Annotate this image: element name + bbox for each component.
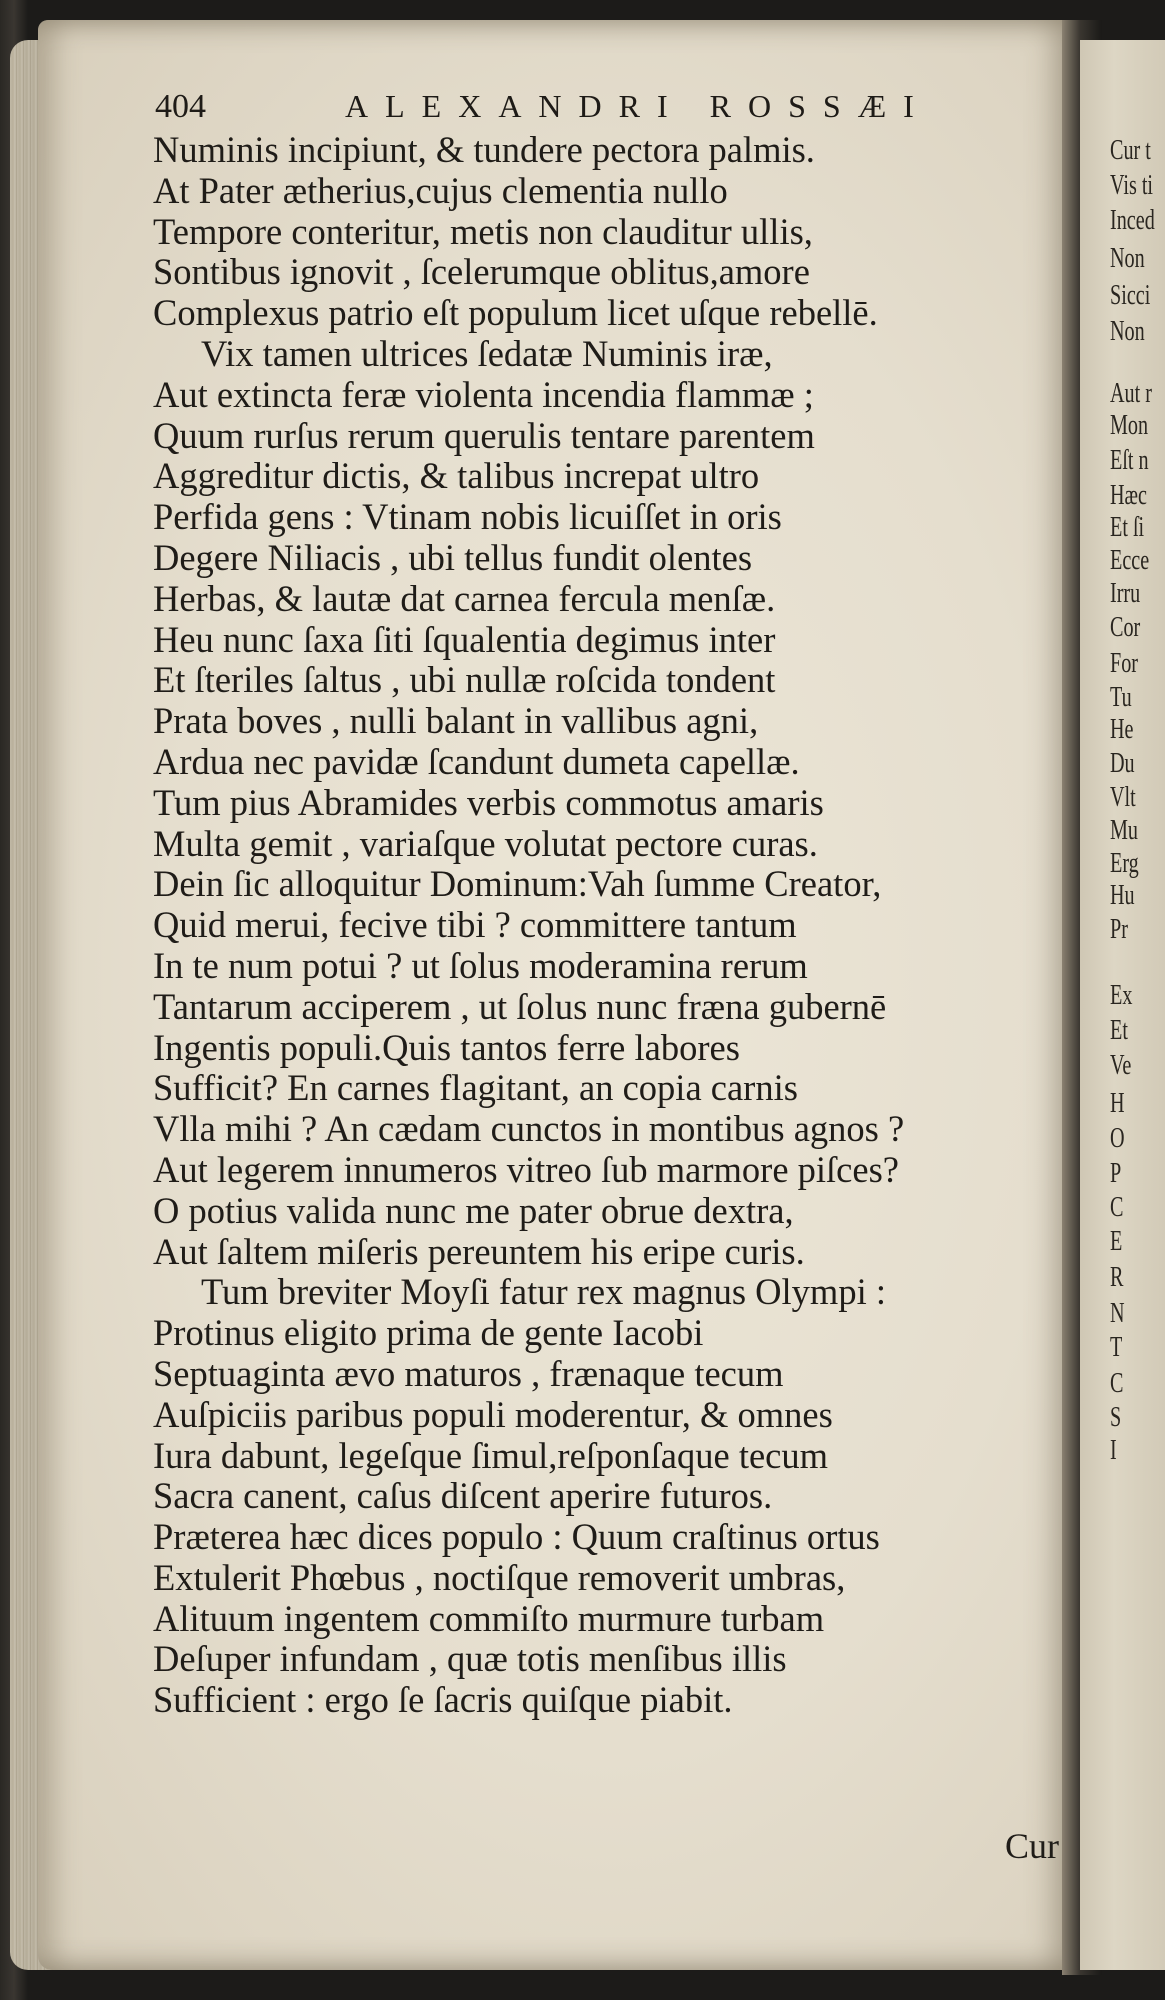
text-line: Sacra canent, caſus diſcent aperire futuros. bbox=[153, 1475, 773, 1517]
facing-page-line: E bbox=[1110, 1226, 1123, 1257]
facing-page-line: Vlt bbox=[1110, 782, 1136, 813]
text-line: At Pater ætherius,cujus clementia nullo bbox=[153, 169, 728, 211]
text-line: Alituum ingentem commiſto murmure turbam bbox=[153, 1597, 825, 1639]
text-line: Extulerit Phœbus , noctiſque removerit umbras, bbox=[153, 1556, 846, 1598]
facing-page-line: Et bbox=[1110, 1015, 1128, 1046]
running-title: ALEXANDRI ROSSÆI bbox=[345, 88, 931, 124]
text-line: Aut extincta feræ violenta incendia flammæ ; bbox=[153, 373, 814, 415]
facing-page-line: Hu bbox=[1110, 880, 1135, 911]
text-line: Tempore conteritur, metis non clauditur ullis, bbox=[153, 210, 813, 252]
facing-page-line: Non bbox=[1110, 243, 1145, 274]
facing-page-line: Inced bbox=[1110, 205, 1155, 236]
facing-page-line: S bbox=[1110, 1402, 1122, 1433]
text-line: Degere Niliacis , ubi tellus fundit olentes bbox=[153, 536, 753, 578]
facing-page-line: Sicci bbox=[1110, 280, 1151, 311]
facing-page-line: For bbox=[1110, 648, 1139, 679]
text-line: Multa gemit , variaſque volutat pectore curas. bbox=[153, 822, 818, 864]
text-line: Iura dabunt, legeſque ſimul,reſponſaque tecum bbox=[153, 1434, 829, 1476]
text-line: O potius valida nunc me pater obrue dextra, bbox=[153, 1189, 794, 1231]
facing-page-line: C bbox=[1110, 1192, 1124, 1223]
facing-page-line: Tu bbox=[1110, 682, 1132, 713]
text-line: Aut ſaltem miſeris pereuntem his eripe curis. bbox=[153, 1230, 805, 1272]
facing-page-line: Erg bbox=[1110, 848, 1139, 879]
facing-page-line: Mu bbox=[1110, 815, 1139, 846]
facing-page-line: Pr bbox=[1110, 914, 1128, 945]
text-line: Prata boves , nulli balant in vallibus agni, bbox=[153, 700, 759, 742]
facing-page-line: Et ſi bbox=[1110, 512, 1145, 543]
text-line: Protinus eligito prima de gente Iacobi bbox=[153, 1312, 704, 1354]
facing-page-line: H bbox=[1110, 1088, 1125, 1119]
text-line: Tum pius Abramides verbis commotus amaris bbox=[153, 781, 824, 823]
text-line: In te num potui ? ut ſolus moderamina rerum bbox=[153, 944, 808, 986]
text-line: Herbas, & lautæ dat carnea fercula menſæ. bbox=[153, 577, 776, 619]
text-line: Sufficit? En carnes flagitant, an copia carnis bbox=[153, 1067, 798, 1109]
text-line: Tum breviter Moyſi fatur rex magnus Olympi : bbox=[201, 1271, 886, 1313]
facing-page-line: He bbox=[1110, 714, 1134, 745]
text-line: Complexus patrio eſt populum licet uſque rebellē. bbox=[153, 292, 878, 334]
facing-page-line: Mon bbox=[1110, 410, 1149, 441]
facing-page-line: Irru bbox=[1110, 578, 1141, 609]
facing-page-line: Cur t bbox=[1110, 135, 1151, 166]
text-line: Ardua nec pavidæ ſcandunt dumeta capellæ. bbox=[153, 740, 800, 782]
text-line: Numinis incipiunt, & tundere pectora palmis. bbox=[153, 129, 815, 170]
facing-page-edge bbox=[1080, 40, 1165, 1970]
poem-text bbox=[153, 130, 1083, 1721]
text-line: Sufficient : ergo ſe ſacris quiſque piabit. bbox=[153, 1679, 733, 1721]
facing-page-line: Ecce bbox=[1110, 545, 1150, 576]
facing-page-line: Aut r bbox=[1110, 378, 1152, 409]
text-line: Quid merui, fecive tibi ? committere tantum bbox=[153, 904, 797, 946]
text-line: Aggreditur dictis, & talibus increpat ultro bbox=[153, 455, 760, 497]
text-line: Auſpiciis paribus populi moderentur, & omnes bbox=[153, 1393, 833, 1435]
facing-page-line: C bbox=[1110, 1368, 1124, 1399]
facing-page-line: Vis ti bbox=[1110, 170, 1154, 201]
text-line: Vlla mihi ? An cædam cunctos in montibus agnos ? bbox=[153, 1108, 905, 1150]
facing-page-line: O bbox=[1110, 1123, 1125, 1154]
facing-page-line: Ex bbox=[1110, 980, 1133, 1011]
facing-page-line: Non bbox=[1110, 316, 1145, 347]
facing-page-line: I bbox=[1110, 1435, 1117, 1466]
text-line: Tantarum acciperem , ut ſolus nunc fræna gubernē bbox=[153, 985, 887, 1027]
text-line: Aut legerem innumeros vitreo ſub marmore piſces? bbox=[153, 1148, 899, 1190]
text-line: Septuaginta ævo maturos , frænaque tecum bbox=[153, 1352, 784, 1394]
facing-page-line: Hæc bbox=[1110, 480, 1147, 511]
facing-page-line: Eſt n bbox=[1110, 445, 1149, 476]
facing-page-line: P bbox=[1110, 1158, 1122, 1189]
text-line: Deſuper infundam , quæ totis menſibus illis bbox=[153, 1638, 787, 1680]
facing-page-line: T bbox=[1110, 1332, 1123, 1363]
text-line: Heu nunc ſaxa ſiti ſqualentia degimus inter bbox=[153, 618, 776, 660]
text-line: Ingentis populi.Quis tantos ferre labores bbox=[153, 1026, 740, 1068]
facing-page-line: Cor bbox=[1110, 612, 1141, 643]
page-header bbox=[155, 88, 1095, 132]
text-line: Sontibus ignovit , ſcelerumque oblitus,amore bbox=[153, 251, 810, 293]
facing-page-line: Ve bbox=[1110, 1050, 1132, 1081]
text-line: Dein ſic alloquitur Dominum:Vah ſumme Creator, bbox=[153, 863, 882, 905]
text-line: Et ſteriles ſaltus , ubi nullæ roſcida tondent bbox=[153, 659, 776, 701]
text-line: Vix tamen ultrices ſedatæ Numinis iræ, bbox=[201, 332, 773, 374]
facing-page-line: Du bbox=[1110, 748, 1135, 779]
text-line: Perfida gens : Vtinam nobis licuiſſet in oris bbox=[153, 496, 782, 538]
text-line: Præterea hæc dices populo : Quum craſtinus ortus bbox=[153, 1516, 880, 1558]
facing-page-line: N bbox=[1110, 1298, 1125, 1329]
text-line: Quum rurſus rerum querulis tentare parentem bbox=[153, 414, 815, 456]
page-number: 404 bbox=[155, 88, 206, 125]
facing-page-line: R bbox=[1110, 1262, 1124, 1293]
catchword: Cur bbox=[1005, 1826, 1059, 1866]
